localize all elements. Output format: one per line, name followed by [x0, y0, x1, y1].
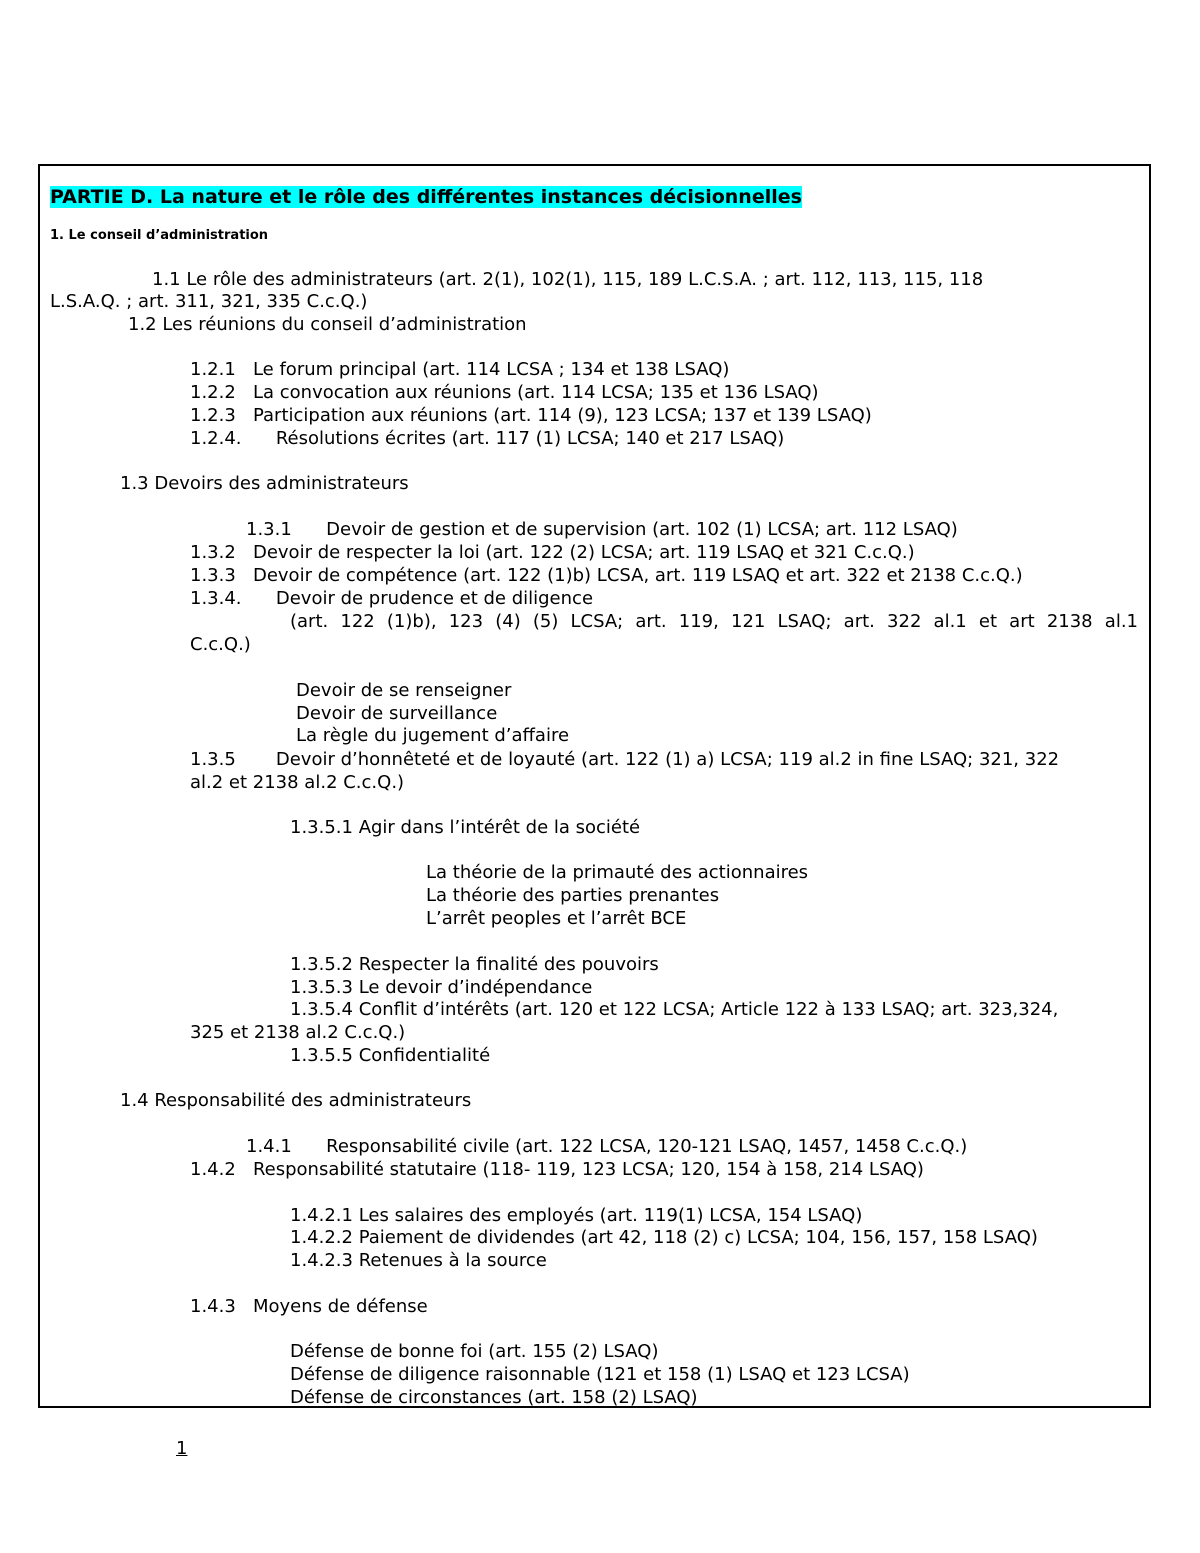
page-number: 1	[176, 1438, 188, 1459]
item-1-4-2-3: 1.4.2.3 Retenues à la source	[290, 1250, 547, 1271]
item-1-3-5-4: 1.3.5.4 Conflit d’intérêts (art. 120 et 122 LCSA; Article 122 à 133 LSAQ; art. 323,324,	[290, 999, 1059, 1020]
item-1-2-3: 1.2.3 Participation aux réunions (art. 114 (9), 123 LCSA; 137 et 139 LSAQ)	[190, 405, 872, 426]
item-1-4: 1.4 Responsabilité des administrateurs	[120, 1090, 472, 1111]
item-1-3-5-2: 1.3.5.2 Respecter la finalité des pouvoirs	[290, 954, 659, 975]
theory-parties-prenantes: La théorie des parties prenantes	[426, 885, 720, 906]
item-1-1-cont: L.S.A.Q. ; art. 311, 321, 335 C.c.Q.)	[50, 291, 368, 312]
defense-circonstances: Défense de circonstances (art. 158 (2) LSAQ)	[290, 1387, 698, 1408]
item-1-3: 1.3 Devoirs des administrateurs	[120, 473, 409, 494]
item-1-3-5-5: 1.3.5.5 Confidentialité	[290, 1045, 491, 1066]
item-1-4-2-1: 1.4.2.1 Les salaires des employés (art. 119(1) LCSA, 154 LSAQ)	[290, 1205, 863, 1226]
arret-peoples-bce: L’arrêt peoples et l’arrêt BCE	[426, 908, 687, 929]
item-1-2-4: 1.2.4. Résolutions écrites (art. 117 (1) LCSA; 140 et 217 LSAQ)	[190, 428, 785, 449]
item-1-2: 1.2 Les réunions du conseil d’administration	[128, 314, 527, 335]
item-1-2-2: 1.2.2 La convocation aux réunions (art. 114 LCSA; 135 et 136 LSAQ)	[190, 382, 819, 403]
sub-item-renseigner: Devoir de se renseigner	[296, 680, 512, 701]
item-1-3-1: 1.3.1 Devoir de gestion et de supervision (art. 102 (1) LCSA; art. 112 LSAQ)	[246, 519, 958, 540]
item-1-3-4-refs-cont: C.c.Q.)	[190, 634, 251, 655]
item-1-3-2: 1.3.2 Devoir de respecter la loi (art. 122 (2) LCSA; art. 119 LSAQ et 321 C.c.Q.)	[190, 542, 915, 563]
page-title: PARTIE D. La nature et le rôle des différentes instances décisionnelles	[50, 186, 802, 208]
item-1-3-5-1: 1.3.5.1 Agir dans l’intérêt de la société	[290, 817, 641, 838]
sub-item-jugement: La règle du jugement d’affaire	[296, 725, 570, 746]
item-1-4-2-2: 1.4.2.2 Paiement de dividendes (art 42, 118 (2) c) LCSA; 104, 156, 157, 158 LSAQ)	[290, 1227, 1038, 1248]
item-1-1: 1.1 Le rôle des administrateurs (art. 2(1), 102(1), 115, 189 L.C.S.A. ; art. 112, 113, 115, 118	[152, 269, 984, 290]
item-1-3-5-4-cont: 325 et 2138 al.2 C.c.Q.)	[190, 1022, 406, 1043]
item-1-3-5: 1.3.5 Devoir d’honnêteté et de loyauté (art. 122 (1) a) LCSA; 119 al.2 in fine LSAQ; 321, 322	[190, 749, 1060, 770]
item-1-2-1: 1.2.1 Le forum principal (art. 114 LCSA ; 134 et 138 LSAQ)	[190, 359, 730, 380]
item-1-3-5-cont: al.2 et 2138 al.2 C.c.Q.)	[190, 772, 405, 793]
item-1-3-3: 1.3.3 Devoir de compétence (art. 122 (1)b) LCSA, art. 119 LSAQ et art. 322 et 2138 C.c.Q.)	[190, 565, 1023, 586]
defense-bonne-foi: Défense de bonne foi (art. 155 (2) LSAQ)	[290, 1341, 659, 1362]
theory-primaute: La théorie de la primauté des actionnaires	[426, 862, 809, 883]
defense-diligence: Défense de diligence raisonnable (121 et 158 (1) LSAQ et 123 LCSA)	[290, 1364, 910, 1385]
item-1-3-5-3: 1.3.5.3 Le devoir d’indépendance	[290, 977, 593, 998]
item-1-3-4: 1.3.4. Devoir de prudence et de diligence	[190, 588, 594, 609]
item-1-4-1: 1.4.1 Responsabilité civile (art. 122 LCSA, 120-121 LSAQ, 1457, 1458 C.c.Q.)	[246, 1136, 968, 1157]
section-heading: 1. Le conseil d’administration	[50, 228, 269, 243]
sub-item-surveillance: Devoir de surveillance	[296, 703, 498, 724]
item-1-4-3: 1.4.3 Moyens de défense	[190, 1296, 428, 1317]
item-1-3-4-refs: (art. 122 (1)b), 123 (4) (5) LCSA; art. 119, 121 LSAQ; art. 322 al.1 et art 2138 al.1	[290, 611, 1138, 632]
item-1-4-2: 1.4.2 Responsabilité statutaire (118- 119, 123 LCSA; 120, 154 à 158, 214 LSAQ)	[190, 1159, 924, 1180]
